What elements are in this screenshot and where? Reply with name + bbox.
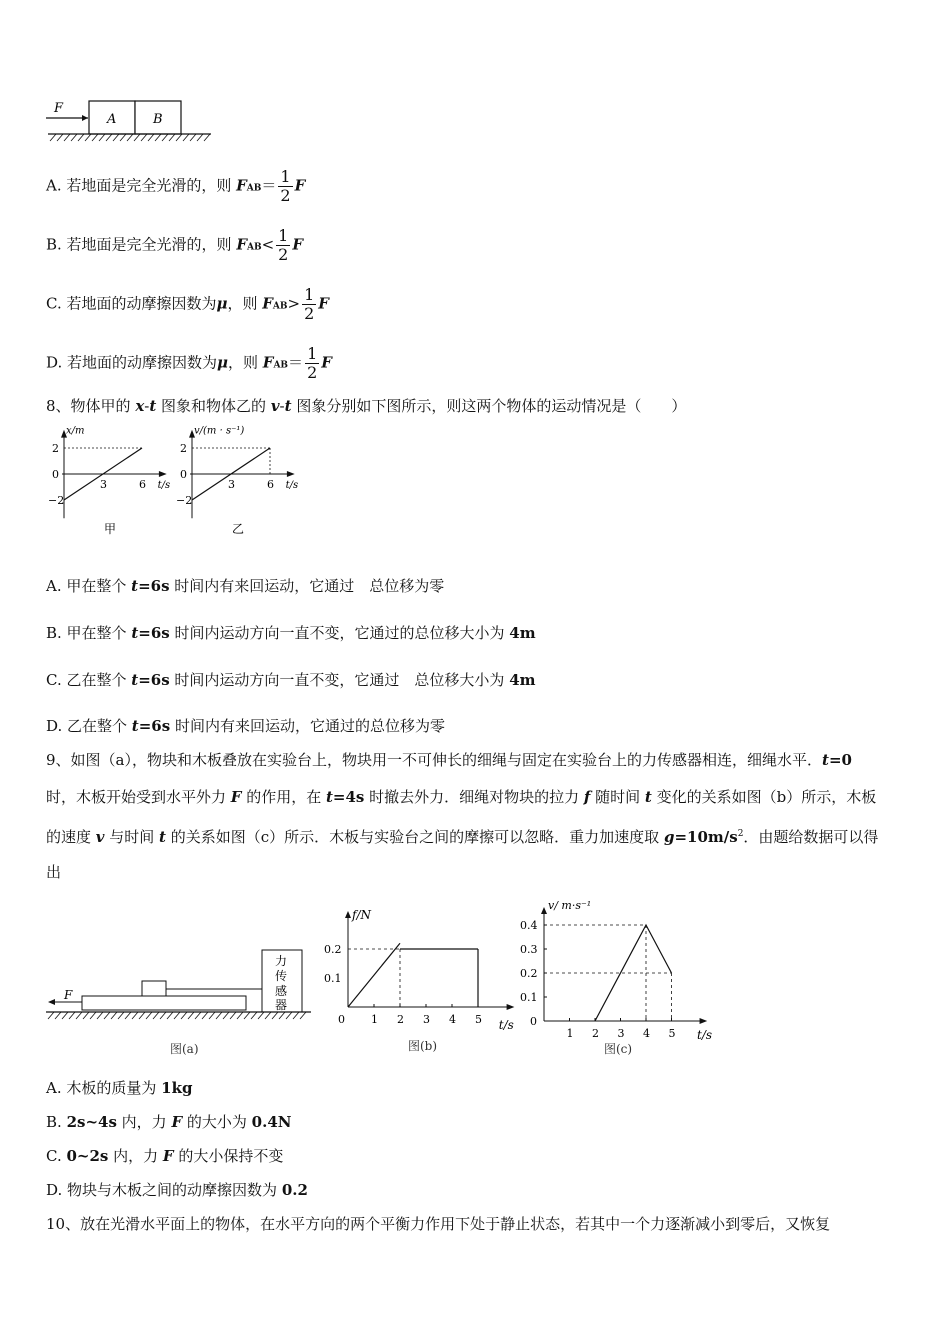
tick-label: 0.1 — [324, 972, 342, 985]
subscript: AB — [247, 242, 262, 253]
ground-hatch — [237, 1012, 243, 1019]
symbol: F — [318, 294, 329, 313]
q7-option-c — [46, 286, 329, 323]
q10-stem: 10、放在光滑水平面上的物体，在水平方向的两个平衡力作用下处于静止状态，若其中一个力逐渐减小到零后，又恢复 — [46, 1215, 831, 1233]
ground-hatch — [134, 134, 140, 141]
x-axis-arrow — [159, 471, 167, 477]
ground-hatch — [195, 1012, 201, 1019]
ground-hatch — [204, 134, 210, 141]
fig9a-apparatus — [46, 945, 316, 1055]
tick-label: −2 — [176, 494, 193, 507]
symbol: F — [262, 294, 273, 313]
ground-hatch — [153, 1012, 159, 1019]
ground-hatch — [202, 1012, 208, 1019]
ground-hatch — [90, 1012, 96, 1019]
x-axis-arrow — [287, 471, 295, 477]
ground-hatch — [251, 1012, 257, 1019]
ground-hatch — [190, 134, 196, 141]
q9-option-a: A. 木板的质量为 1kg — [46, 1079, 193, 1097]
q7-option-d — [46, 345, 332, 382]
graph-caption: 图(c) — [604, 1042, 633, 1056]
tick-label: 5 — [475, 1013, 482, 1026]
ground-hatch — [148, 134, 154, 141]
graph-caption: 乙 — [232, 522, 245, 536]
q9-stem-line2: 时，木板开始受到水平外力 F 的作用，在 t=4s 时撤去外力．细绳对物块的拉力 f 随时间 t 变化的关系如图（b）所示，木板 — [46, 788, 877, 806]
x-axis-arrow — [700, 1018, 708, 1024]
y-axis-arrow — [541, 907, 547, 914]
tick-label: 0 — [530, 1015, 537, 1028]
ground-hatch — [118, 1012, 124, 1019]
ground-hatch — [230, 1012, 236, 1019]
graph-fig-c — [516, 893, 716, 1058]
subscript: AB — [273, 360, 289, 371]
tick-label: 3 — [228, 478, 235, 491]
symbol: μ — [217, 353, 229, 372]
y-axis-label: v/ m·s⁻¹ — [548, 899, 592, 912]
ground-hatch — [113, 134, 119, 141]
y-axis-label: f/N — [352, 908, 371, 922]
ground-hatch — [139, 1012, 145, 1019]
q9-stem-line3: 的速度 v 与时间 t 的关系如图（c）所示．木板与实验台之间的摩擦可以忽略．重力加速度取 $g=10m/s^2$．由题给数据可以得 — [46, 828, 879, 846]
graph-caption: 图(b) — [408, 1039, 438, 1053]
subscript: AB — [246, 183, 262, 194]
tick-label: 0.3 — [520, 943, 538, 956]
ground-hatch — [62, 1012, 68, 1019]
tick-label: 6 — [267, 478, 274, 491]
x-axis-label: t/s — [498, 1018, 514, 1032]
ground-hatch — [167, 1012, 173, 1019]
y-axis-label: v/(m · s⁻¹) — [194, 425, 245, 437]
ground-hatch — [141, 134, 147, 141]
graph-fig-b — [322, 905, 517, 1055]
x-axis-label: t/s — [697, 1028, 713, 1042]
ground-hatch — [104, 1012, 110, 1019]
tick-label: 0.2 — [520, 967, 538, 980]
ground-hatch — [146, 1012, 152, 1019]
tick-label: 2 — [592, 1027, 599, 1040]
ground-hatch — [76, 1012, 82, 1019]
ground-hatch — [265, 1012, 271, 1019]
sensor-label: 力 — [275, 954, 288, 968]
option-text: ，则 — [228, 353, 263, 372]
ground-hatch — [50, 134, 56, 141]
tick-label: 5 — [668, 1027, 676, 1040]
x-axis-arrow — [507, 1004, 515, 1010]
tick-label: 0 — [180, 468, 187, 481]
sensor-label: 器 — [275, 998, 288, 1012]
q9-option-b: B. 2s~4s 内，力 F 的大小为 0.4N — [46, 1113, 292, 1131]
fig7-block-a: A — [107, 112, 117, 127]
ground-hatch — [55, 1012, 61, 1019]
ground-hatch — [127, 134, 133, 141]
ground-hatch — [244, 1012, 250, 1019]
relation: > — [287, 294, 301, 313]
option-text: B. 若地面是完全光滑的，则 — [46, 235, 237, 254]
ground-hatch — [176, 134, 182, 141]
option-text: C. 若地面的动摩擦因数为 — [46, 294, 217, 313]
option-text: ，则 — [227, 294, 263, 313]
ground-hatch — [162, 134, 168, 141]
q9-option-d: D. 物块与木板之间的动摩擦因数为 0.2 — [46, 1181, 308, 1199]
ground-hatch — [183, 134, 189, 141]
symbol: F — [236, 235, 247, 254]
ground-hatch — [169, 134, 175, 141]
relation: ＝ — [261, 176, 277, 195]
subscript: AB — [272, 301, 288, 312]
ground-hatch — [85, 134, 91, 141]
q8-option-b: B. 甲在整个 t=6s 时间内运动方向一直不变，它通过的总位移大小为 4m — [46, 624, 536, 642]
ground-hatch — [188, 1012, 194, 1019]
ground-hatch — [99, 134, 105, 141]
ground-hatch — [181, 1012, 187, 1019]
relation: ＝ — [288, 353, 304, 372]
series-line — [348, 943, 400, 1007]
ground-hatch — [48, 1012, 54, 1019]
ground-hatch — [300, 1012, 306, 1019]
ground-hatch — [92, 134, 98, 141]
fig7-blocks — [46, 98, 216, 148]
tick-label: 3 — [617, 1027, 625, 1040]
ground-hatch — [293, 1012, 299, 1019]
option-text: A. 若地面是完全光滑的，则 — [46, 176, 237, 195]
tick-label: 0.4 — [520, 919, 538, 932]
tick-label: 3 — [100, 478, 107, 491]
ground-hatch — [223, 1012, 229, 1019]
q8-option-a: A. 甲在整个 t=6s 时间内有来回运动，它通过 总位移为零 — [46, 577, 445, 595]
ground-hatch — [216, 1012, 222, 1019]
q7-option-a — [46, 168, 305, 205]
ground-hatch — [125, 1012, 131, 1019]
x-axis-label: t/s — [157, 480, 171, 491]
q7-option-b — [46, 227, 303, 264]
q9-stem-line1: 9、如图（a），物块和木板叠放在实验台上，物块用一不可伸长的细绳与固定在实验台上的力传感器相连，细绳水平．t=0 — [46, 751, 852, 769]
q8-option-c: C. 乙在整个 t=6s 时间内运动方向一直不变，它通过 总位移大小为 4m — [46, 671, 536, 689]
fig7-force-label: F — [54, 101, 64, 116]
relation: < — [261, 235, 275, 254]
sensor-label: 感 — [275, 984, 288, 998]
tick-label: 0.2 — [324, 943, 342, 956]
ground-hatch — [132, 1012, 138, 1019]
ground-hatch — [83, 1012, 89, 1019]
ground-hatch — [69, 1012, 75, 1019]
q8-stem: 8、物体甲的 x-t 图象和物体乙的 v-t 图象分别如下图所示，则这两个物体的运动情况是（ ） — [46, 397, 687, 415]
tick-label: 2 — [52, 442, 59, 455]
tick-label: 3 — [423, 1013, 430, 1026]
ground-hatch — [286, 1012, 292, 1019]
ground-hatch — [71, 134, 77, 141]
tick-label: 0 — [338, 1013, 345, 1026]
graph-jia — [46, 425, 176, 538]
graph-caption: 甲 — [104, 522, 117, 536]
ground-hatch — [57, 134, 63, 141]
tick-label: 2 — [397, 1013, 404, 1026]
ground-hatch — [197, 134, 203, 141]
ground-hatch — [160, 1012, 166, 1019]
tick-label: 1 — [371, 1013, 378, 1026]
sensor-label: 传 — [275, 969, 288, 983]
ground-hatch — [111, 1012, 117, 1019]
tick-label: 0.1 — [520, 991, 538, 1004]
ground-hatch — [258, 1012, 264, 1019]
q9-option-c: C. 0~2s 内，力 F 的大小保持不变 — [46, 1147, 284, 1165]
ground-hatch — [106, 134, 112, 141]
y-axis-label: x/m — [66, 425, 85, 437]
ground-hatch — [272, 1012, 278, 1019]
ground-hatch — [78, 134, 84, 141]
tick-label: 1 — [566, 1027, 574, 1040]
symbol: F — [321, 353, 332, 372]
fraction: $\frac{1}{2}$ — [304, 285, 315, 323]
tick-label: 4 — [449, 1013, 456, 1026]
ground-hatch — [155, 134, 161, 141]
option-text: D. 若地面的动摩擦因数为 — [46, 353, 218, 372]
fraction: $\frac{1}{2}$ — [307, 344, 318, 382]
fig7-block-b: B — [153, 112, 163, 127]
ground-hatch — [209, 1012, 215, 1019]
ground-hatch — [120, 134, 126, 141]
y-axis-arrow — [345, 911, 351, 918]
q8-option-d: D. 乙在整个 t=6s 时间内有来回运动，它通过的总位移为零 — [46, 717, 445, 735]
tick-label: 6 — [139, 478, 146, 491]
ground-hatch — [174, 1012, 180, 1019]
symbol: μ — [216, 294, 228, 313]
symbol: F — [262, 353, 274, 372]
tick-label: −2 — [48, 494, 65, 507]
tick-label: 4 — [643, 1027, 650, 1040]
symbol: F — [294, 176, 306, 195]
ground-hatch — [64, 134, 70, 141]
graph-yi — [174, 425, 314, 538]
q9-stem-line4: 出 — [46, 863, 62, 881]
fraction: $\frac{1}{2}$ — [280, 167, 291, 205]
fig9a-caption: 图(a) — [170, 1042, 199, 1056]
x-axis-label: t/s — [285, 480, 299, 491]
symbol: F — [236, 176, 247, 195]
tick-label: 0 — [52, 468, 59, 481]
fraction: $\frac{1}{2}$ — [278, 226, 289, 264]
symbol: F — [292, 235, 304, 254]
tick-label: 2 — [180, 442, 187, 455]
ground-hatch — [97, 1012, 103, 1019]
ground-hatch — [279, 1012, 285, 1019]
fig9a-force-label: F — [64, 988, 73, 1002]
